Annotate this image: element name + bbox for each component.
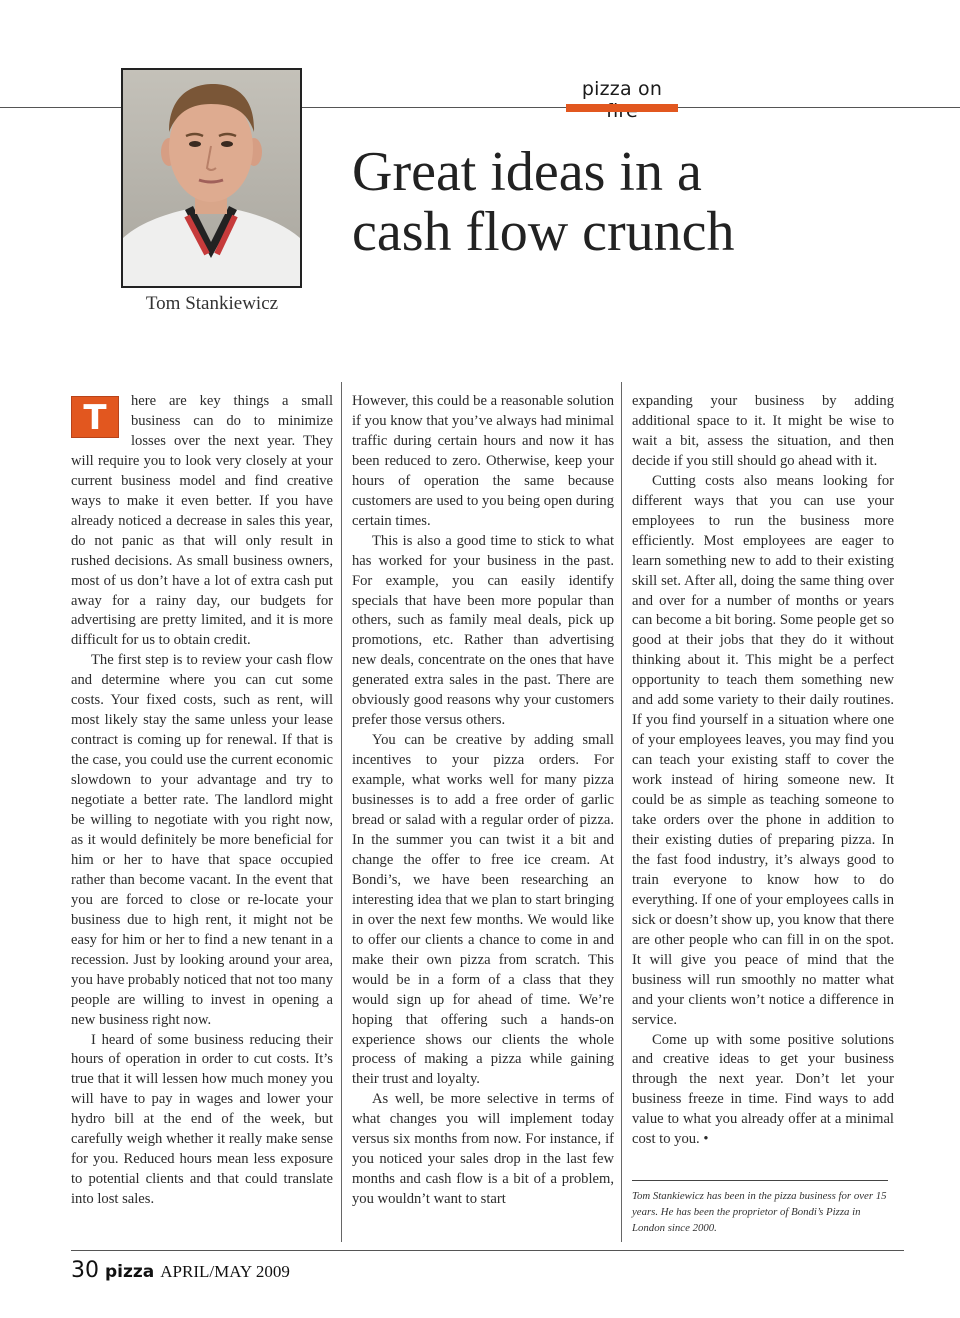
drop-cap: T: [71, 396, 119, 438]
column-divider: [621, 382, 622, 1242]
paragraph: You can be creative by adding small incentives to your pizza orders. For example, what works well for many pizza businesses is to add a free order of garlic bread or salad with a regular order of pizza. In the summer you can twist it a bit and change the offer to free ice cream. At Bondi’s, we have been researching an interesting idea that we plan to start bringing in over the next few months. We would like to offer our clients a chance to come in and make their own pizza from scratch. This would be in a form of a class that they would sign up for ahead of time. We’re hoping that offering such a hands-on experience shows our clients the whole process of making a pizza while gaining their trust and loyalty.: [352, 732, 614, 1088]
paragraph: I heard of some business reducing their hours of operation in order to cut costs. It’s true that it will lessen how much money you will have to pay in wages and lower your hydro bill at the end of the week, but carefully weigh whether it really make sense for you. Reduced hours mean less exposure to potential clients and that could translate into lost sales.: [71, 1031, 333, 1208]
headline-line-1: Great ideas in a: [352, 141, 702, 203]
paragraph: expanding your business by adding additional space to it. It might be wise to wait a bit, assess the situation, and then decide if you still should go ahead with it.: [632, 393, 894, 469]
headline-line-2: cash flow crunch: [352, 201, 735, 263]
page-footer: [71, 1258, 290, 1284]
magazine-name: pizza: [105, 1262, 155, 1282]
issue-date: APRIL/MAY 2009: [160, 1262, 290, 1281]
paragraph: [71, 392, 333, 651]
paragraph: However, this could be a reasonable solution if you know that you’ve always had minimal traffic during certain hours and now it has been reduced to zero. Otherwise, keep your hours of operation the same because customers are used to you being open during certain times.: [352, 393, 614, 529]
footer-rule: [71, 1250, 904, 1251]
paragraph-text: here are key things a small business can do to minimize losses over the next year. They will require you to look very closely at your current business model and find creative ways to make it even better. If you have already noticed a decrease in sales this year, do not panic as that will only result in rushed decisions. As small business owners, most of us don’t have a lot of extra cash put away for a rainy day, our budgets for advertising are pretty limited, and it is more difficult for us to obtain credit.: [71, 393, 333, 649]
article-column-3: [632, 392, 894, 1150]
author-bio: Tom Stankiewicz has been in the pizza business for over 15 years. He has been the proprietor of Bondi’s Pizza in London since 2000.: [632, 1190, 887, 1234]
top-rule-left: [0, 107, 122, 108]
author-photo: [121, 68, 302, 288]
article-column-2: [352, 392, 614, 1210]
paragraph: The first step is to review your cash flow and determine where you can cut some costs. Your fixed costs, such as rent, will most likely stay the same unless your lease contract is coming up for renewal. If that is the case, you could use the current economic slowdown to your advantage and try to negotiate a better rate. The landlord might be willing to negotiate with you right now, as it would definitely be more beneficial for him or her to have that space occupied rather than become vacant. In the event that you are forced to close or re-locate your business due to high rent, it might not be easy for him or her to find a new tenant in a recession. Just by looking around your area, you have probably noticed that not too many people are willing to invest in opening a new business right now.: [71, 652, 333, 1028]
paragraph: As well, be more selective in terms of what changes you will implement today versus six months from now. For instance, if you noticed your sales drop in the last few months and cash flow is a bit of a problem, you wouldn’t want to start: [352, 1091, 614, 1208]
bio-divider: [632, 1180, 888, 1181]
page-number: 30: [71, 1258, 99, 1283]
paragraph: Come up with some positive solutions and creative ideas to get your business through the next year. Don’t let your business freeze in time. Find ways to add value to what you already offer at a minimal cost to you. •: [632, 1031, 894, 1148]
author-byline: Tom Stankiewicz: [145, 293, 279, 314]
article-headline: [352, 142, 952, 262]
section-label: pizza on: [581, 78, 663, 100]
paragraph: Cutting costs also means looking for different ways that you can use your employees to run the business more efficiently. Most employees are eager to learn something new to add to their existing skill set. After all, doing the same thing over and over for a number of months or years can become a bit boring. Some people get so good at their jobs that they do it without thinking about it. This might be a perfect opportunity to teach them something new and add some variety to their daily routines. If you find yourself in a situation where one of your employees leaves, you may find you can teach your existing staff to cover the work instead of hiring someone new. It could be as simple as teaching someone to take orders over the phone in addition to their existing duties of preparing pizza. In the fast food industry, it’s always good to train everyone to know how to do everything. If one of your employees calls in sick or doesn’t show up, you know that there are other people who can fill in on the spot. It will give you peace of mind that the business will run smoothly no matter what and your clients won’t notice a difference in service.: [632, 472, 894, 1028]
column-divider: [341, 382, 342, 1242]
paragraph: This is also a good time to stick to what has worked for your business in the past. For example, you can easily identify specials that have been more popular than others, such as family meal deals, pick up promotions, etc. Rather than advertising new deals, concentrate on the ones that have generated extra sales in the past. There are obviously good reasons why your customers prefer those versus others.: [352, 532, 614, 729]
author-portrait-icon: [123, 70, 300, 286]
article-column-1: [71, 392, 333, 1210]
section-accent-bar: [566, 104, 678, 112]
